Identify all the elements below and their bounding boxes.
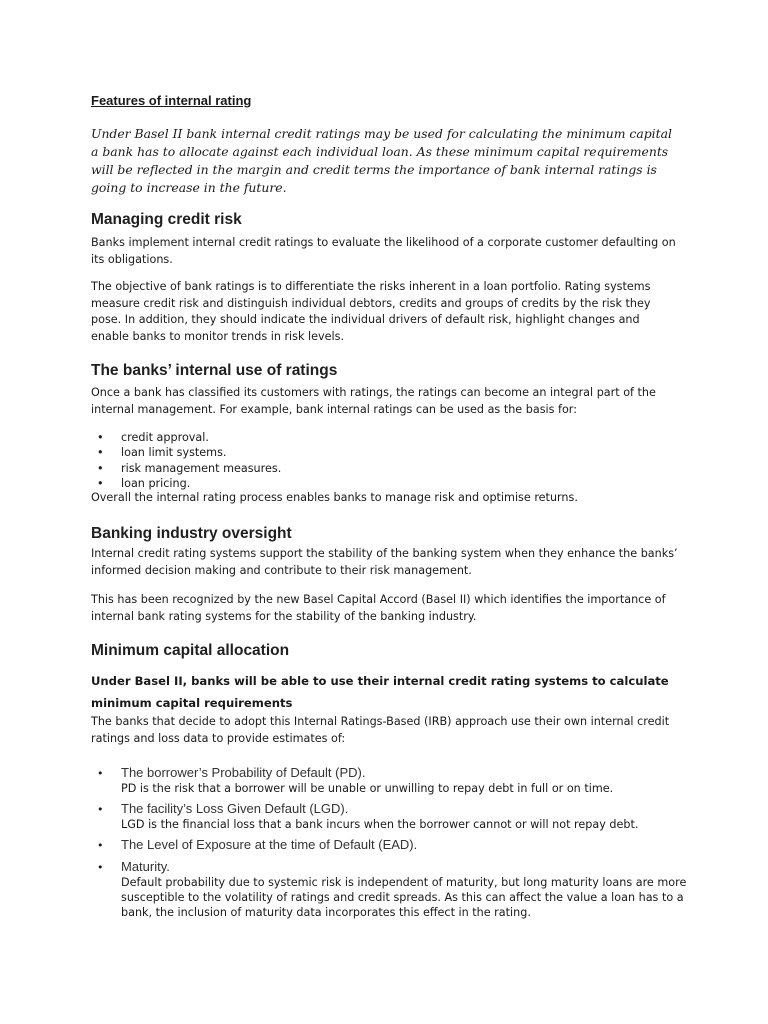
bullet-icon: • xyxy=(97,861,104,874)
intro-paragraph: Under Basel II bank internal credit ratings may be used for calculating the minimum capital a bank has to allocate against each individual loan. As these minimum capital requirements will be reflected in the margin and credit terms the importance of bank internal ratings is going to increase in the future. xyxy=(91,126,672,195)
list-item: • The borrower’s Probability of Default (PD). PD is the risk that a borrower will be unable or unwilling to repay debt in full or on time. xyxy=(97,765,614,795)
paragraph: This has been recognized by the new Basel Capital Accord (Basel II) which identifies the importance of internal bank rating systems for the stability of the banking industry. xyxy=(91,593,666,623)
bullet-icon: • xyxy=(97,446,104,460)
bold-lead-paragraph: Under Basel II, banks will be able to use their internal credit rating systems to calculate minimum capital requirements xyxy=(91,674,669,710)
list-item: • credit approval. xyxy=(97,431,209,444)
paragraph: The banks that decide to adopt this Internal Ratings-Based (IRB) approach use their own internal credit ratings and loss data to provide estimates of: xyxy=(91,715,670,745)
list-item: • risk management measures. xyxy=(97,461,282,475)
list-item: • The facility’s Loss Given Default (LGD). LGD is the financial loss that a bank incurs when the borrower cannot or will not repay debt. xyxy=(97,801,639,831)
bullet-icon: • xyxy=(97,477,104,491)
paragraph: Once a bank has classified its customers with ratings, the ratings can become an integral part of the internal management. For example, bank internal ratings can be used as the basis for: xyxy=(91,386,656,416)
heading-internal-use-of-ratings: The banks’ internal use of ratings xyxy=(91,362,338,379)
list-item: • Maturity. Default probability due to systemic risk is independent of maturity, but long maturity loans are more susceptible to the volatility of ratings and credit spreads. As this can affect the value a loan has to a bank, the inclusion of maturity data incorporates this effect in the rating. xyxy=(97,859,687,919)
ratings-uses-list xyxy=(91,430,281,492)
list-item: • The Level of Exposure at the time of Default (EAD). xyxy=(97,837,418,852)
irb-estimates-list xyxy=(91,765,691,920)
bullet-icon: • xyxy=(97,431,104,444)
bullet-icon: • xyxy=(97,461,104,475)
list-item: • loan limit systems. xyxy=(97,446,227,460)
bullet-icon: • xyxy=(97,767,104,780)
heading-banking-industry-oversight: Banking industry oversight xyxy=(91,525,292,542)
heading-managing-credit-risk: Managing credit risk xyxy=(91,211,242,228)
paragraph: Banks implement internal credit ratings to evaluate the likelihood of a corporate customer defaulting on its obligations. xyxy=(91,236,676,266)
document-title: Features of internal rating xyxy=(91,93,252,108)
paragraph: Internal credit rating systems support the stability of the banking system when they enhance the banks’ informed decision making and contribute to their risk management. xyxy=(91,547,678,577)
paragraph: Overall the internal rating process enables banks to manage risk and optimise returns. xyxy=(91,491,578,504)
paragraph: The objective of bank ratings is to differentiate the risks inherent in a loan portfolio. Rating systems measure credit risk and distinguish individual debtors, credits and groups of credits by the risk they pose. In addition, they should indicate the individual drivers of default risk, highlight changes and enable banks to monitor trends in risk levels. xyxy=(91,280,651,343)
list-item: • loan pricing. xyxy=(97,477,191,491)
bullet-icon: • xyxy=(97,839,104,852)
bullet-icon: • xyxy=(97,803,104,816)
heading-minimum-capital-allocation: Minimum capital allocation xyxy=(91,642,290,659)
